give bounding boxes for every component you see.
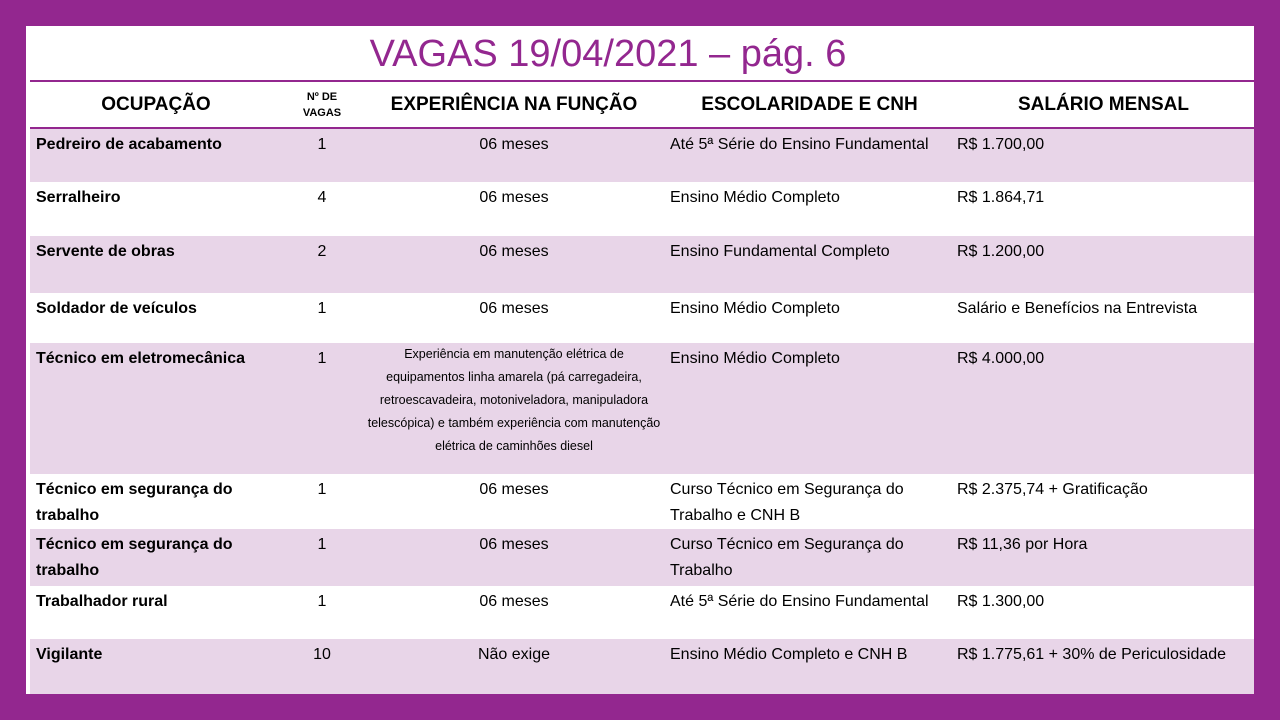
cell-escolaridade: Até 5ª Série do Ensino Fundamental bbox=[666, 128, 953, 182]
cell-salario: R$ 4.000,00 bbox=[953, 343, 1254, 474]
header-experiencia: EXPERIÊNCIA NA FUNÇÃO bbox=[362, 81, 666, 128]
cell-ocupacao: Técnico em eletromecânica bbox=[30, 343, 282, 474]
cell-salario: R$ 11,36 por Hora bbox=[953, 529, 1254, 586]
header-row bbox=[30, 81, 1254, 128]
table-row bbox=[30, 343, 1254, 474]
cell-escolaridade: Ensino Médio Completo bbox=[666, 182, 953, 236]
cell-ocupacao: Pedreiro de acabamento bbox=[30, 128, 282, 182]
table-row bbox=[30, 639, 1254, 695]
cell-escolaridade: Ensino Médio Completo bbox=[666, 293, 953, 343]
cell-salario: Salário e Benefícios na Entrevista bbox=[953, 293, 1254, 343]
header-vagas bbox=[282, 81, 362, 128]
cell-experiencia: 06 meses bbox=[362, 182, 666, 236]
cell-salario: R$ 1.864,71 bbox=[953, 182, 1254, 236]
cell-salario: R$ 1.775,61 + 30% de Periculosidade bbox=[953, 639, 1254, 695]
cell-vagas: 1 bbox=[282, 293, 362, 343]
table-row bbox=[30, 529, 1254, 586]
cell-vagas: 1 bbox=[282, 474, 362, 529]
cell-experiencia: 06 meses bbox=[362, 529, 666, 586]
cell-escolaridade: Até 5ª Série do Ensino Fundamental bbox=[666, 586, 953, 639]
cell-escolaridade: Ensino Fundamental Completo bbox=[666, 236, 953, 293]
header-vagas-line2: VAGAS bbox=[302, 106, 342, 119]
cell-vagas: 1 bbox=[282, 343, 362, 474]
header-escolaridade: ESCOLARIDADE E CNH bbox=[666, 81, 953, 128]
cell-escolaridade: Ensino Médio Completo e CNH B bbox=[666, 639, 953, 695]
table-row bbox=[30, 128, 1254, 182]
table-row bbox=[30, 293, 1254, 343]
cell-escolaridade: Curso Técnico em Segurança do Trabalho bbox=[666, 529, 953, 586]
cell-ocupacao: Soldador de veículos bbox=[30, 293, 282, 343]
cell-salario: R$ 1.300,00 bbox=[953, 586, 1254, 639]
cell-experiencia: 06 meses bbox=[362, 293, 666, 343]
cell-salario: R$ 1.700,00 bbox=[953, 128, 1254, 182]
cell-escolaridade: Ensino Médio Completo bbox=[666, 343, 953, 474]
cell-ocupacao: Vigilante bbox=[30, 639, 282, 695]
table-row bbox=[30, 182, 1254, 236]
header-vagas-line1: Nº DE bbox=[306, 90, 338, 103]
cell-experiencia: 06 meses bbox=[362, 586, 666, 639]
cell-ocupacao: Serralheiro bbox=[30, 182, 282, 236]
table-row bbox=[30, 586, 1254, 639]
table-row bbox=[30, 236, 1254, 293]
cell-experiencia: Experiência em manutenção elétrica de equipamentos linha amarela (pá carregadeira, retroescavadeira, motoniveladora, manipuladora telescópica) e também experiência com manutenção elétrica de caminhões diesel bbox=[362, 343, 666, 474]
cell-ocupacao: Trabalhador rural bbox=[30, 586, 282, 639]
cell-vagas: 2 bbox=[282, 236, 362, 293]
cell-escolaridade: Curso Técnico em Segurança do Trabalho e CNH B bbox=[666, 474, 953, 529]
cell-experiencia: 06 meses bbox=[362, 236, 666, 293]
cell-vagas: 1 bbox=[282, 529, 362, 586]
cell-experiencia: Não exige bbox=[362, 639, 666, 695]
page-title: VAGAS 19/04/2021 – pág. 6 bbox=[369, 33, 847, 75]
header-ocupacao: OCUPAÇÃO bbox=[30, 81, 282, 128]
cell-vagas: 1 bbox=[282, 128, 362, 182]
slide bbox=[26, 26, 1254, 694]
cell-vagas: 1 bbox=[282, 586, 362, 639]
cell-ocupacao: Técnico em segurança do trabalho bbox=[30, 529, 282, 586]
cell-vagas: 10 bbox=[282, 639, 362, 695]
cell-salario: R$ 2.375,74 + Gratificação bbox=[953, 474, 1254, 529]
table-row bbox=[30, 474, 1254, 529]
cell-ocupacao: Técnico em segurança do trabalho bbox=[30, 474, 282, 529]
jobs-table bbox=[30, 80, 1254, 696]
cell-salario: R$ 1.200,00 bbox=[953, 236, 1254, 293]
cell-ocupacao: Servente de obras bbox=[30, 236, 282, 293]
cell-experiencia: 06 meses bbox=[362, 474, 666, 529]
header-salario: SALÁRIO MENSAL bbox=[953, 81, 1254, 128]
cell-experiencia: 06 meses bbox=[362, 128, 666, 182]
cell-vagas: 4 bbox=[282, 182, 362, 236]
